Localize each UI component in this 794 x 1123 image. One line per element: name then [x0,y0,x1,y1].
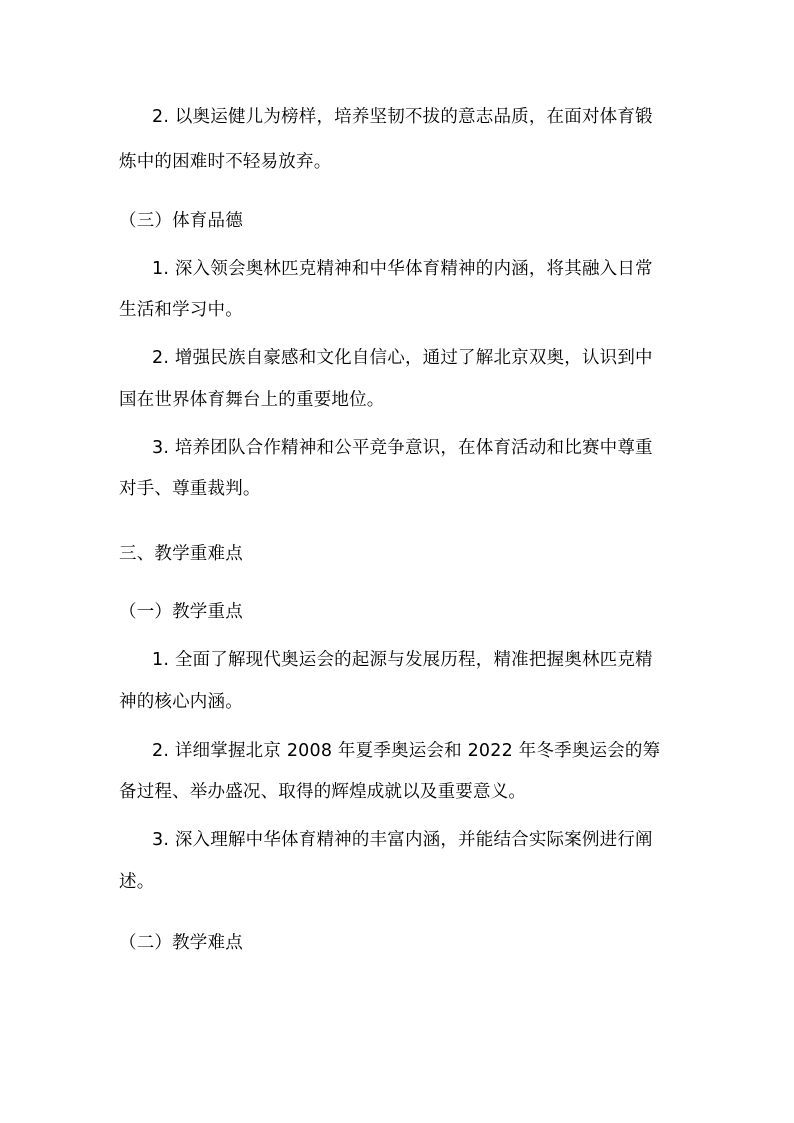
heading-teaching-focus: （一）教学重点 [119,602,243,622]
heading-teaching-focus-difficulties: 三、教学重难点 [119,544,243,564]
heading-sports-ethics: （三）体育品德 [119,211,243,231]
paragraph-beijing-games-line-1: 2. 详细掌握北京 2008 年夏季奥运会和 2022 年冬季奥运会的筹 [152,741,661,761]
paragraph-olympic-origin-line-1: 1. 全面了解现代奥运会的起源与发展历程，精准把握奥林匹克精 [152,650,653,670]
paragraph-olympic-origin-line-2: 神的核心内涵。 [119,692,243,712]
paragraph-teamwork-line-1: 3. 培养团队合作精神和公平竞争意识，在体育活动和比赛中尊重 [152,438,653,458]
heading-teaching-difficulties: （二）教学难点 [119,933,243,953]
paragraph-teamwork-line-2: 对手、尊重裁判。 [119,479,261,499]
paragraph-national-pride-line-2: 国在世界体育舞台上的重要地位。 [119,390,385,410]
paragraph-national-pride-line-1: 2. 增强民族自豪感和文化自信心，通过了解北京双奥，认识到中 [152,348,653,368]
paragraph-chinese-sports-spirit-line-1: 3. 深入理解中华体育精神的丰富内涵，并能结合实际案例进行阐 [152,830,653,850]
paragraph-chinese-sports-spirit-line-2: 述。 [119,872,155,892]
paragraph-olympic-spirit-line-1: 1. 深入领会奥林匹克精神和中华体育精神的内涵，将其融入日常 [152,259,653,279]
paragraph-willpower-line-1: 2. 以奥运健儿为榜样，培养坚韧不拔的意志品质，在面对体育锻 [152,107,653,127]
paragraph-olympic-spirit-line-2: 生活和学习中。 [119,300,243,320]
paragraph-beijing-games-line-2: 备过程、举办盛况、取得的辉煌成就以及重要意义。 [119,782,527,802]
paragraph-willpower-line-2: 炼中的困难时不轻易放弃。 [119,152,332,172]
